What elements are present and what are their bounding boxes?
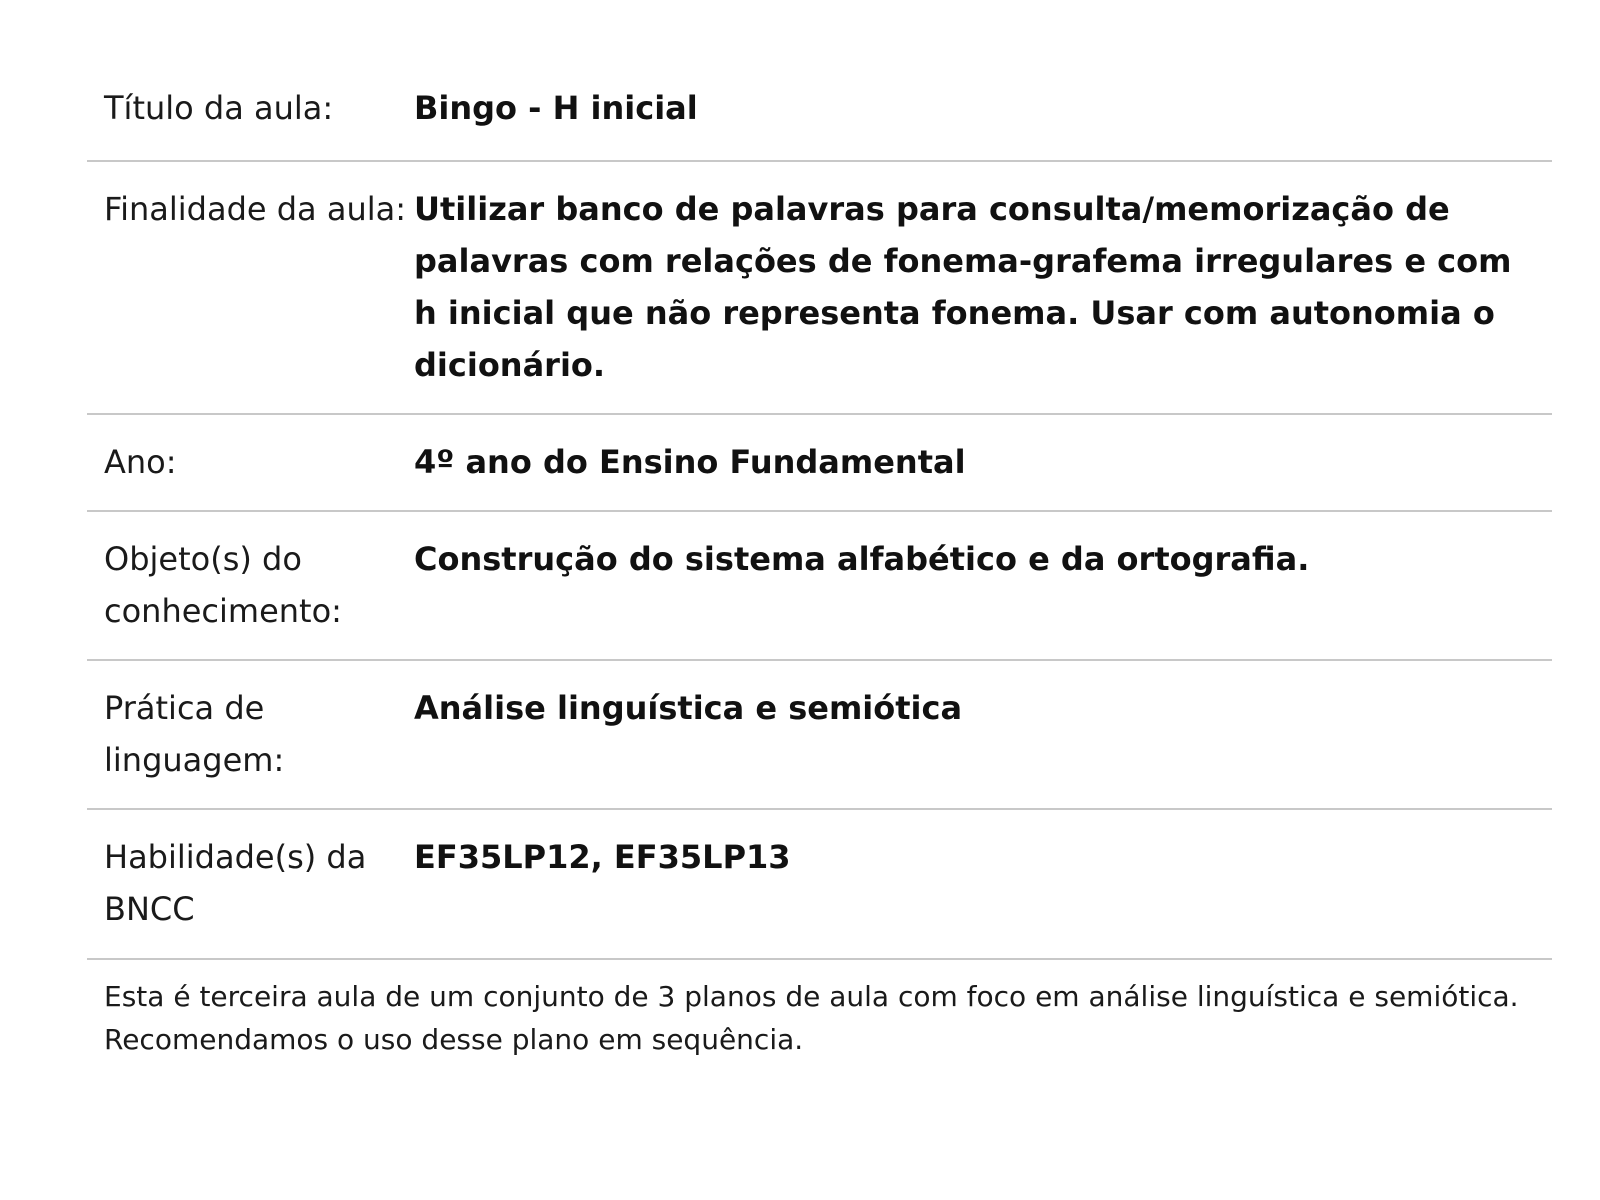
- row-label: Objeto(s) do conhecimento:: [104, 540, 342, 630]
- row-habilidades-bncc: [87, 810, 1552, 960]
- row-finalidade: [87, 162, 1552, 415]
- row-value: Utilizar banco de palavras para consulta/memorização de palavras com relações de fonema-grafema irregulares e com h inicial que não representa fonema. Usar com autonomia o dicionário.: [414, 190, 1512, 384]
- row-titulo: [87, 58, 1552, 162]
- row-value: Análise linguística e semiótica: [414, 689, 963, 727]
- row-label: Prática de linguagem:: [104, 689, 285, 779]
- row-pratica-linguagem: [87, 661, 1552, 810]
- row-value: 4º ano do Ensino Fundamental: [414, 443, 966, 481]
- row-label: Título da aula:: [104, 89, 334, 127]
- row-value: EF35LP12, EF35LP13: [414, 838, 791, 876]
- row-ano: [87, 415, 1552, 512]
- footnote: Esta é terceira aula de um conjunto de 3 planos de aula com foco em análise linguística e semiótica. Recomendamos o uso desse plano em sequência.: [104, 980, 1519, 1056]
- row-label: Habilidade(s) da BNCC: [104, 838, 367, 928]
- lesson-plan-table: [87, 58, 1552, 960]
- row-label: Ano:: [104, 443, 177, 481]
- row-value: Bingo - H inicial: [414, 89, 698, 127]
- row-label: Finalidade da aula:: [104, 190, 406, 228]
- row-value: Construção do sistema alfabético e da ortografia.: [414, 540, 1310, 578]
- row-objeto-conhecimento: [87, 512, 1552, 661]
